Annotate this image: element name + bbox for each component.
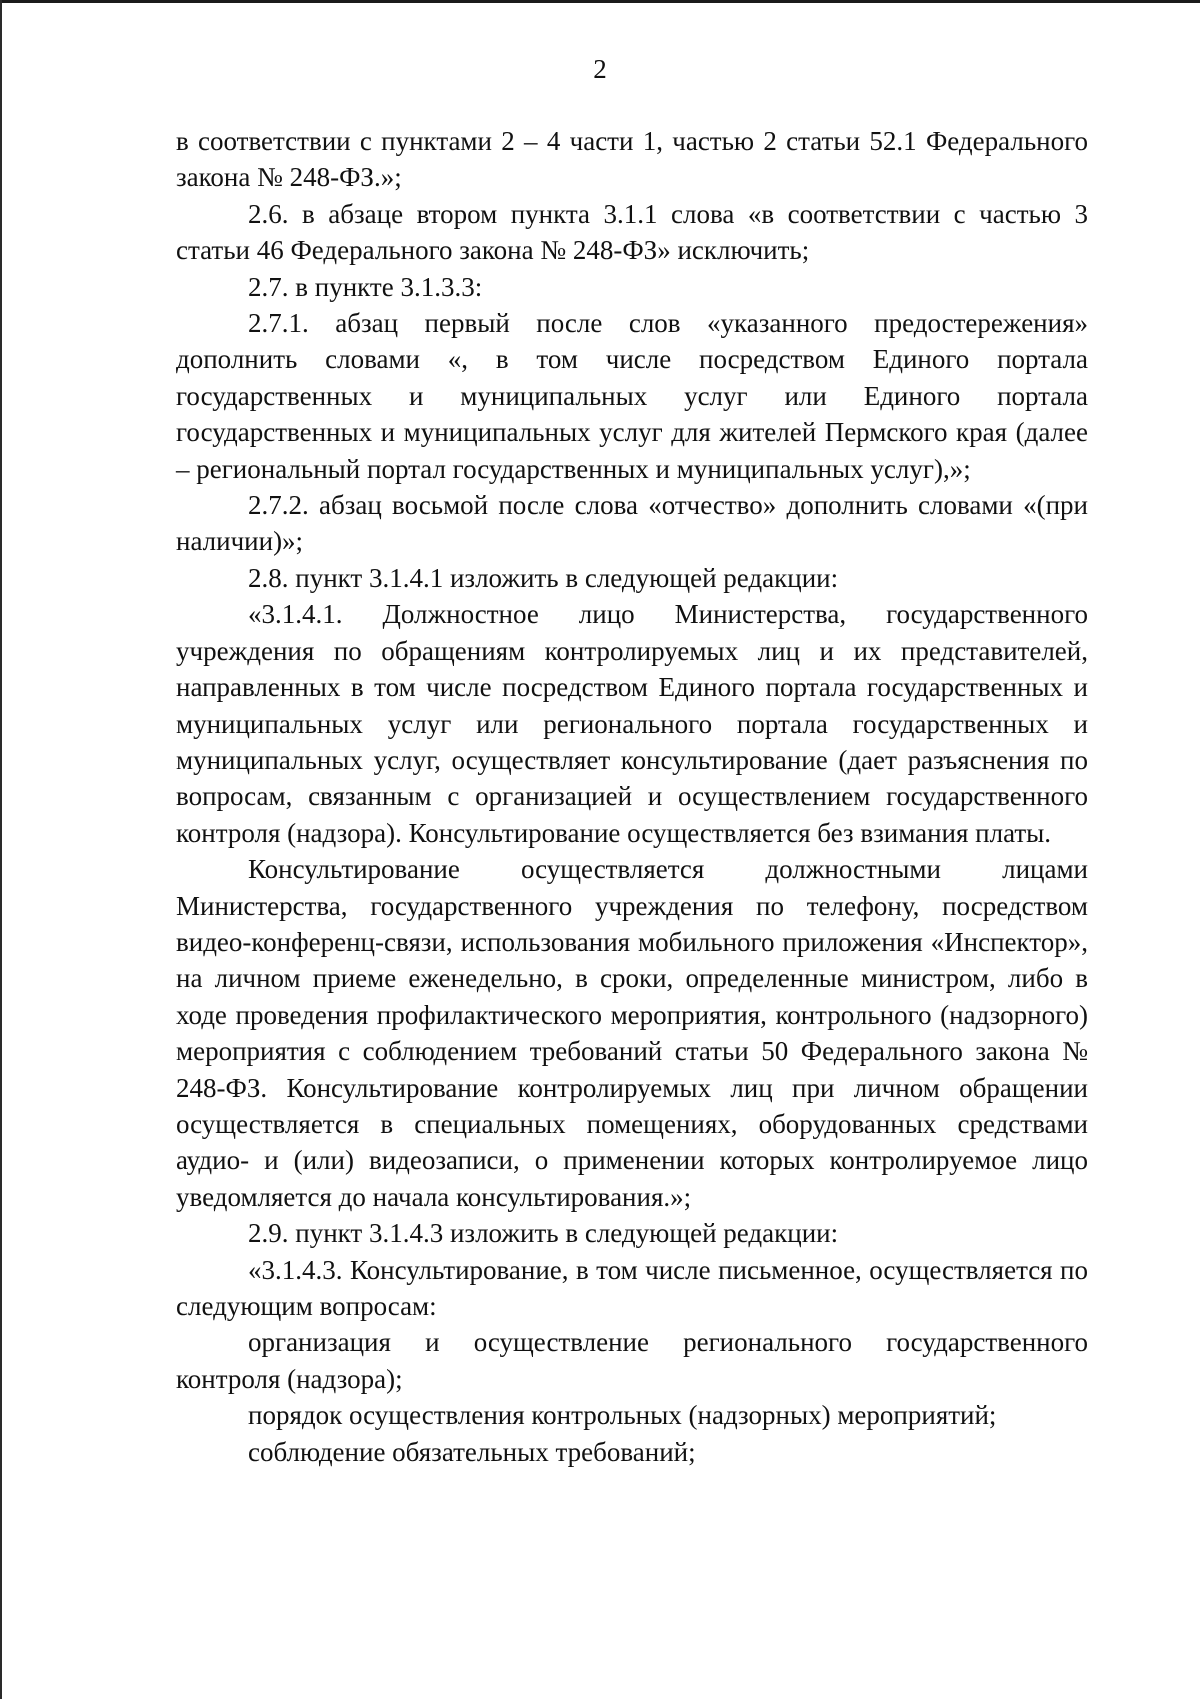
page-number: 2 [593, 54, 607, 84]
paragraph-3-1-4-3: «3.1.4.3. Консультирование, в том числе письменное, осуществляется по следующим вопросам: [176, 1254, 1088, 1321]
document-body [176, 123, 1088, 1470]
paragraph-2-8: 2.8. пункт 3.1.4.1 изложить в следующей редакции: [248, 562, 839, 593]
paragraph-2-6: 2.6. в абзаце втором пункта 3.1.1 слова «в соответствии с частью 3 статьи 46 Федерального закона № 248-ФЗ» исключить; [176, 198, 1088, 266]
list-item-organization: организация и осуществление регионального государственного контроля (надзора); [176, 1327, 1088, 1394]
paragraph-continuation: в соответствии с пунктами 2 – 4 части 1, частью 2 статьи 52.1 Федерального закона № 248-ФЗ.»; [176, 126, 1088, 193]
paragraph-consultation: Консультирование осуществляется должностными лицами Министерства, государственного учреждения по телефону, посредством видео-конференц-связи, использования мобильного приложения «Инспектор», на личном приеме еженедельно, в сроки, определенные министром, либо в ходе проведения профилактического мероприятия, контрольного (надзорного) мероприятия с соблюдением требований статьи 50 Федерального закона № 248-ФЗ. Консультирование контролируемых лиц при личном обращении осуществляется в специальных помещениях, оборудованных средствами аудио- и (или) видеозаписи, о применении которых контролируемое лицо уведомляется до начала консультирования.»; [176, 854, 1088, 1212]
list-item-procedure: порядок осуществления контрольных (надзорных) мероприятий; [248, 1400, 997, 1431]
list-item-compliance: соблюдение обязательных требований; [248, 1436, 696, 1467]
paragraph-2-7: 2.7. в пункте 3.1.3.3: [248, 271, 483, 302]
scan-edge-left [0, 0, 2, 1699]
paragraph-2-9: 2.9. пункт 3.1.4.3 изложить в следующей редакции: [248, 1218, 839, 1249]
paragraph-3-1-4-1: «3.1.4.1. Должностное лицо Министерства, государственного учреждения по обращениям контролируемых лиц и их представителей, направленных в том числе посредством Единого портала государственных и муниципальных услуг или регионального портала государственных и муниципальных услуг, осуществляет консультирование (дает разъяснения по вопросам, связанным с организацией и осуществлением государственного контроля (надзора). Консультирование осуществляется без взимания платы. [176, 599, 1088, 848]
scan-edge-top [0, 0, 1200, 3]
paragraph-2-7-2: 2.7.2. абзац восьмой после слова «отчество» дополнить словами «(при наличии)»; [176, 490, 1088, 557]
paragraph-2-7-1: 2.7.1. абзац первый после слов «указанного предостережения» дополнить словами «, в том числе посредством Единого портала государственных и муниципальных услуг или Единого портала государственных и муниципальных услуг для жителей Пермского края (далее – региональный портал государственных и муниципальных услуг),»; [176, 308, 1088, 484]
